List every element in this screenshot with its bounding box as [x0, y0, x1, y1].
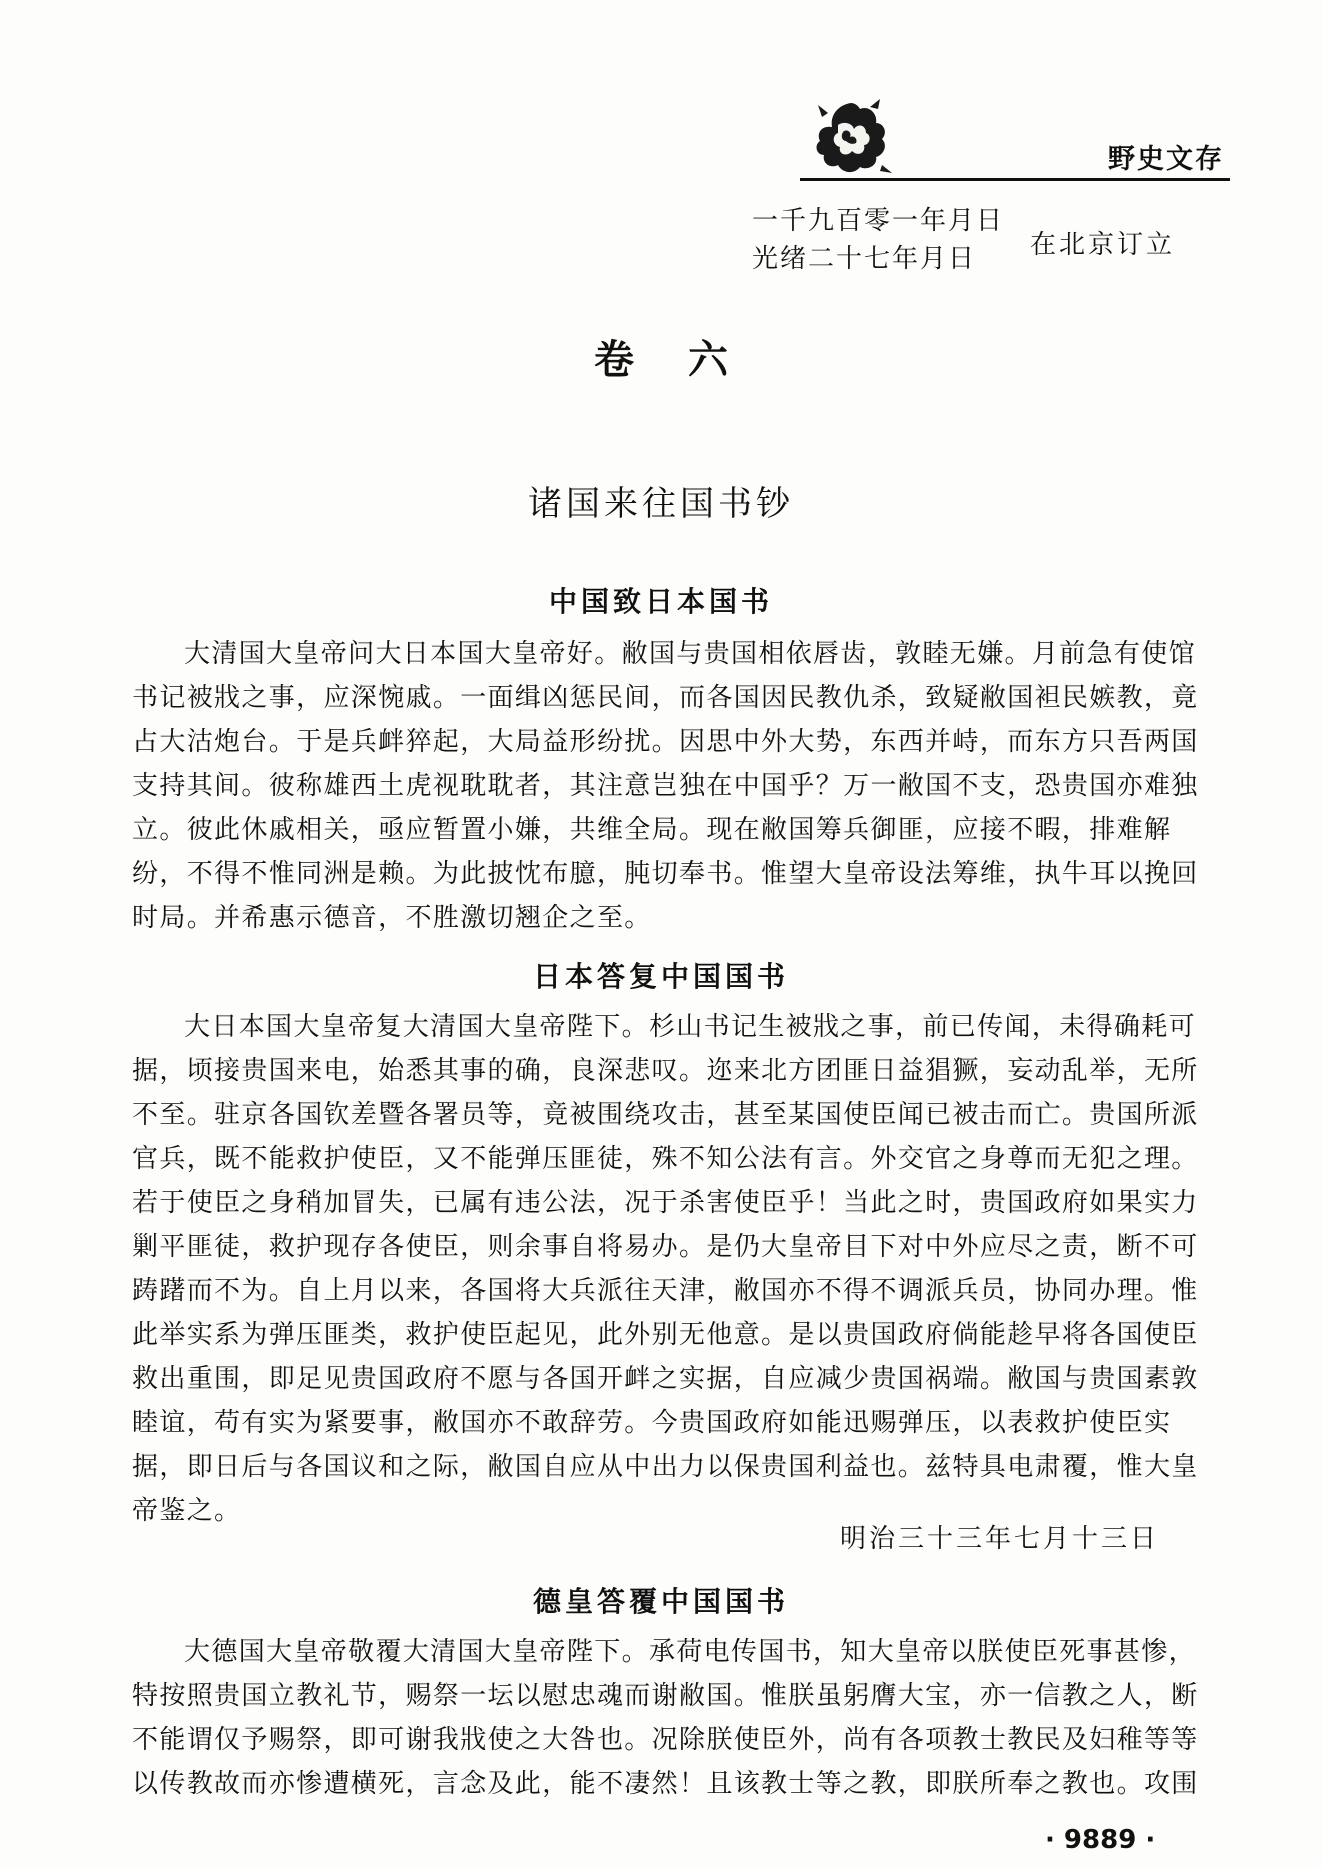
text-line: 踌躇而不为。自上月以来，各国将大兵派往天津，敝国亦不得不调派兵员，协同办理。惟 — [132, 1276, 1199, 1306]
text-line: 占大沽炮台。于是兵衅猝起，大局益形纷扰。因思中外大势，东西并峙，而东方只吾两国 — [132, 727, 1199, 757]
text-line: 时局。并希惠示德音，不胜激切翘企之至。 — [132, 903, 652, 933]
letter-closing-date: 明治三十三年七月十三日 — [840, 1524, 1160, 1554]
signature-place: 在北京订立 — [1030, 230, 1176, 260]
signature-date-guangxu: 光绪二十七年月日 — [752, 244, 977, 274]
text-line: 此举实系为弹压匪类，救护使臣起见，此外别无他意。是以贵国政府倘能趁早将各国使臣 — [132, 1320, 1199, 1350]
text-line: 特按照贵国立教礼节，赐祭一坛以慰忠魂而谢敝国。惟朕虽躬膺大宝，亦一信教之人，断 — [132, 1681, 1199, 1711]
header-rule — [800, 178, 1230, 181]
text-line: 立。彼此休戚相关，亟应暂置小嫌，共维全局。现在敝国筹兵御匪，应接不暇，排难解 — [132, 815, 1172, 845]
text-line: 若于使臣之身稍加冒失，已属有违公法，况于杀害使臣乎！当此之时，贵国政府如果实力 — [132, 1188, 1199, 1218]
letter-title-japan-reply: 日本答复中国国书 — [532, 960, 789, 993]
text-line: 大日本国大皇帝复大清国大皇帝陛下。杉山书记生被戕之事，前已传闻，未得确耗可 — [184, 1012, 1196, 1042]
page-number: · 9889 · — [1045, 1825, 1156, 1855]
volume-title: 卷 六 — [594, 337, 728, 383]
text-line: 官兵，既不能救护使臣，又不能弹压匪徒，殊不知公法有言。外交官之身尊而无犯之理。 — [132, 1144, 1199, 1174]
dragon-icon — [808, 95, 894, 179]
letter-body-japan-reply — [132, 1005, 1220, 1533]
text-line: 大德国大皇帝敬覆大清国大皇帝陛下。承荷电传国书，知大皇帝以朕使臣死事甚惨， — [184, 1637, 1196, 1667]
letter-body-german-reply — [132, 1630, 1220, 1806]
text-line: 以传教故而亦惨遭横死，言念及此，能不凄然！且该教士等之教，即朕所奉之教也。攻围 — [132, 1769, 1199, 1799]
section-title: 诸国来往国书钞 — [528, 484, 794, 524]
text-line: 不至。驻京各国钦差暨各署员等，竟被围绕攻击，甚至某国使臣闻已被击而亡。贵国所派 — [132, 1100, 1199, 1130]
text-line: 不能谓仅予赐祭，即可谢我戕使之大咎也。况除朕使臣外，尚有各项教士教民及妇稚等等 — [132, 1725, 1199, 1755]
letter-body-china-to-japan — [132, 632, 1220, 940]
letter-title-china-to-japan: 中国致日本国书 — [548, 585, 773, 618]
text-line: 书记被戕之事，应深惋戚。一面缉凶惩民间，而各国因民教仇杀，致疑敝国袒民嫉教，竟 — [132, 683, 1199, 713]
text-line: 睦谊，苟有实为紧要事，敝国亦不敢辞劳。今贵国政府如能迅赐弹压，以表救护使臣实 — [132, 1408, 1172, 1438]
text-line: 剿平匪徒，救护现存各使臣，则余事自将易办。是仍大皇帝目下对中外应尽之责，断不可 — [132, 1232, 1199, 1262]
text-line: 救出重围，即足见贵国政府不愿与各国开衅之实据，自应减少贵国祸端。敝国与贵国素敦 — [132, 1364, 1199, 1394]
letter-title-german-reply: 德皇答覆中国国书 — [532, 1585, 789, 1618]
running-header — [790, 95, 1230, 187]
text-line: 纷，不得不惟同洲是赖。为此披忱布臆，肫切奉书。惟望大皇帝设法筹维，执牛耳以挽回 — [132, 859, 1199, 889]
text-line: 帝鉴之。 — [132, 1496, 242, 1526]
text-line: 支持其间。彼称雄西土虎视耽耽者，其注意岂独在中国乎？万一敝国不支，恐贵国亦难独 — [132, 771, 1199, 801]
series-name: 野史文存 — [1108, 144, 1224, 175]
signature-date-western: 一千九百零一年月日 — [752, 206, 1005, 236]
text-line: 据，即日后与各国议和之际，敝国自应从中出力以保贵国利益也。兹特具电肃覆，惟大皇 — [132, 1452, 1199, 1482]
text-line: 大清国大皇帝问大日本国大皇帝好。敝国与贵国相依唇齿，敦睦无嫌。月前急有使馆 — [184, 639, 1196, 669]
text-line: 据，顷接贵国来电，始悉其事的确，良深悲叹。迩来北方团匪日益猖獗，妄动乱举，无所 — [132, 1056, 1199, 1086]
